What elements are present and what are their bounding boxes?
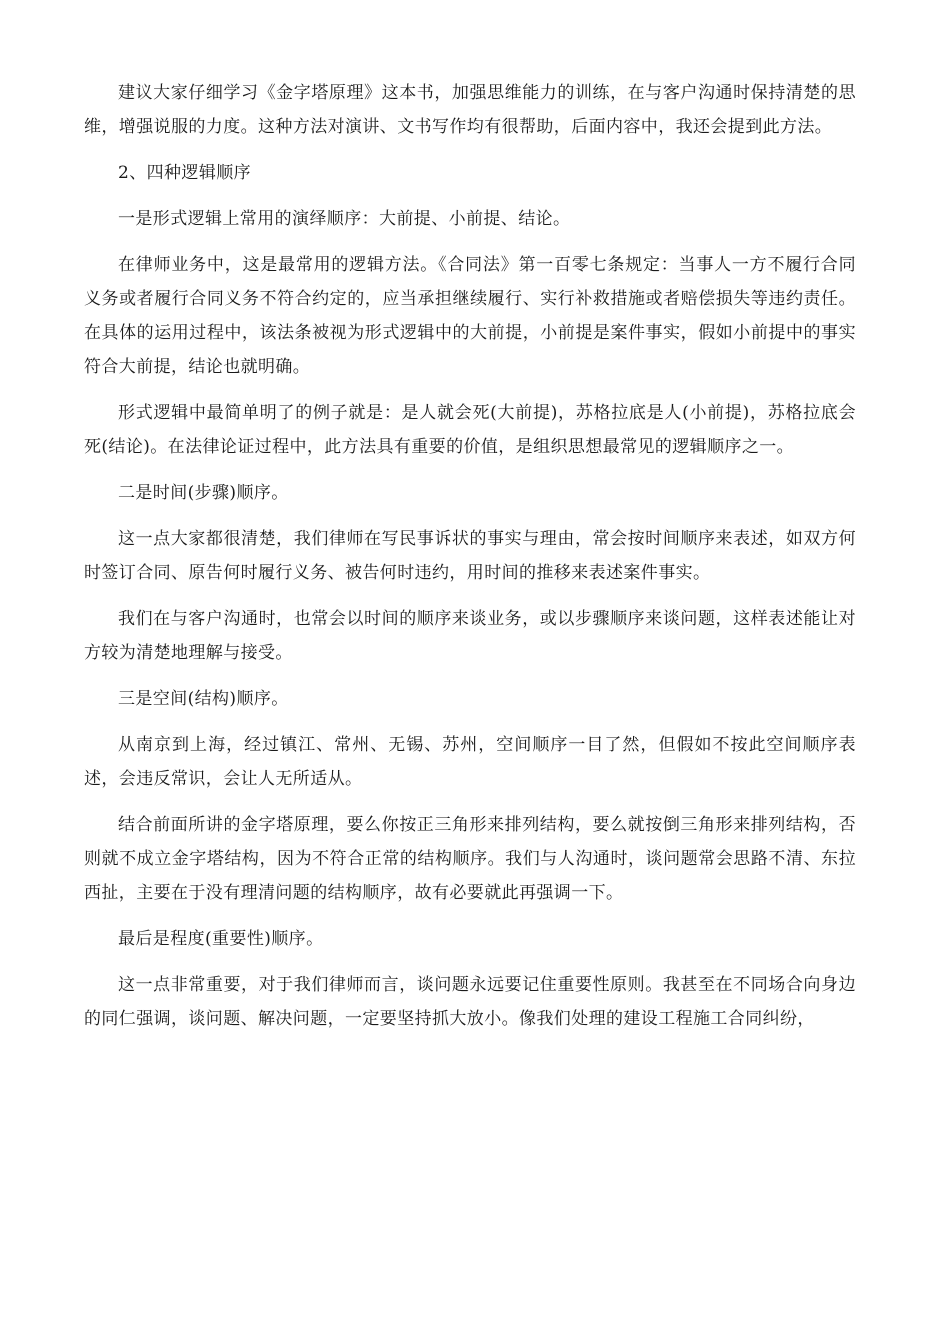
item-heading-time-order: 二是时间(步骤)顺序。 [118,483,289,503]
section-heading-four-logical-orders: 2、四种逻辑顺序 [118,163,252,183]
paragraph-pyramid-recommendation: 建议大家仔细学习《金字塔原理》这本书，加强思维能力的训练，在与客户沟通时保持清楚的思维，增强说服的力度。这种方法对演讲、文书写作均有很帮助，后面内容中，我还会提到此方法。 [84,83,856,137]
item-heading-importance-order: 最后是程度(重要性)顺序。 [118,929,324,949]
paragraph-civil-complaint-time: 这一点大家都很清楚，我们律师在写民事诉状的事实与理由，常会按时间顺序来表述，如双方何时签订合同、原告何时履行义务、被告何时违约，用时间的推移来表述案件事实。 [84,529,856,583]
item-heading-deductive-order: 一是形式逻辑上常用的演绎顺序：大前提、小前提、结论。 [118,209,571,229]
document-body [84,76,856,1048]
paragraph-pyramid-structure: 结合前面所讲的金字塔原理，要么你按正三角形来排列结构，要么就按倒三角形来排列结构，否则就不成立金字塔结构，因为不符合正常的结构顺序。我们与人沟通时，谈问题常会思路不清、东拉西扯，主要在于没有理清问题的结构顺序，故有必要就此再强调一下。 [84,815,856,903]
paragraph-client-communication-time: 我们在与客户沟通时，也常会以时间的顺序来谈业务，或以步骤顺序来谈问题，这样表述能让对方较为清楚地理解与接受。 [84,609,856,663]
paragraph-socrates-example: 形式逻辑中最简单明了的例子就是：是人就会死(大前提)，苏格拉底是人(小前提)，苏格拉底会死(结论)。在法律论证过程中，此方法具有重要的价值，是组织思想最常见的逻辑顺序之一。 [84,403,856,457]
paragraph-contract-law-example: 在律师业务中，这是最常用的逻辑方法。《合同法》第一百零七条规定：当事人一方不履行合同义务或者履行合同义务不符合约定的，应当承担继续履行、实行补救措施或者赔偿损失等违约责任。在具体的运用过程中，该法条被视为形式逻辑中的大前提，小前提是案件事实，假如小前提中的事实符合大前提，结论也就明确。 [84,255,856,377]
item-heading-space-order: 三是空间(结构)顺序。 [118,689,289,709]
paragraph-nanjing-shanghai-example: 从南京到上海，经过镇江、常州、无锡、苏州，空间顺序一目了然，但假如不按此空间顺序表述，会违反常识，会让人无所适从。 [84,735,856,789]
paragraph-importance-principle: 这一点非常重要，对于我们律师而言，谈问题永远要记住重要性原则。我甚至在不同场合向身边的同仁强调，谈问题、解决问题，一定要坚持抓大放小。像我们处理的建设工程施工合同纠纷， [84,975,856,1029]
